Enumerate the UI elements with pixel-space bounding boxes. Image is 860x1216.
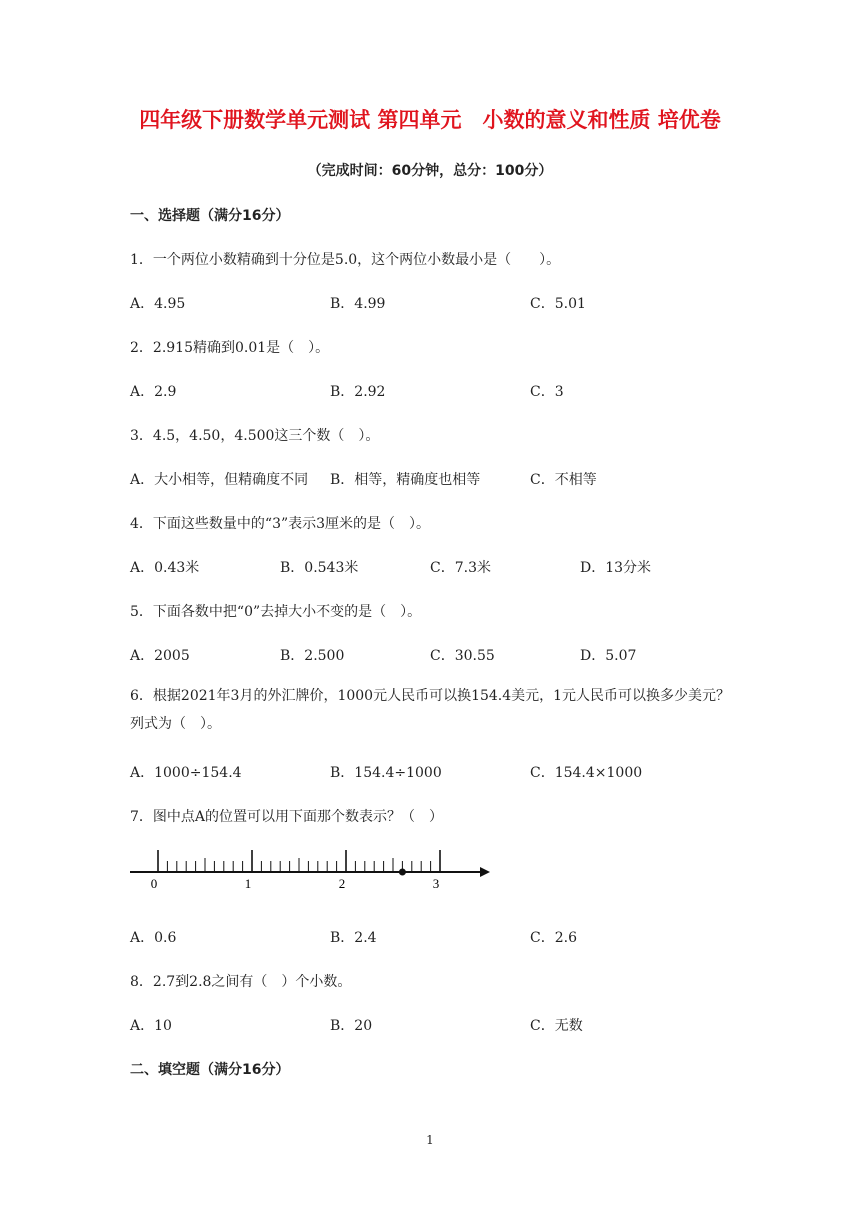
- q3-option-c: C．不相等: [530, 472, 597, 488]
- q5-option-b: B．2.500: [280, 648, 345, 664]
- question-8: 8．2.7到2.8之间有（ ）个小数。: [130, 974, 352, 990]
- q4-option-c: C．7.3米: [430, 560, 491, 576]
- q7-option-a: A．0.6: [130, 930, 177, 946]
- q6-option-b: B．154.4÷1000: [330, 765, 442, 781]
- q1-option-c: C．5.01: [530, 296, 586, 312]
- q5-option-a: A．2005: [130, 648, 190, 664]
- q8-option-b: B．20: [330, 1018, 373, 1034]
- q6-option-a: A．1000÷154.4: [130, 765, 242, 781]
- number-line-label-0: 0: [150, 876, 158, 891]
- q7-option-c: C．2.6: [530, 930, 577, 946]
- q5-option-d: D．5.07: [580, 648, 637, 664]
- question-2: 2．2.915精确到0.01是（ ）。: [130, 340, 330, 356]
- q6-option-c: C．154.4×1000: [530, 765, 643, 781]
- q2-option-a: A．2.9: [130, 384, 177, 400]
- number-line-label-2: 2: [338, 876, 346, 891]
- q4-option-a: A．0.43米: [130, 560, 200, 576]
- q3-option-b: B．相等，精确度也相等: [330, 472, 481, 488]
- arrow-head-icon: [480, 867, 490, 877]
- section-heading-fill: 二、填空题（满分16分）: [130, 1062, 290, 1078]
- q4-option-d: D．13分米: [580, 560, 652, 576]
- number-line-ticks: [158, 850, 440, 872]
- page-number: 1: [426, 1133, 434, 1147]
- q2-option-b: B．2.92: [330, 384, 386, 400]
- number-line-label-1: 1: [244, 876, 252, 891]
- number-line-point-a: [399, 869, 406, 876]
- document-title: 四年级下册数学单元测试 第四单元 小数的意义和性质 培优卷: [139, 108, 721, 132]
- number-line-label-3: 3: [432, 876, 440, 891]
- q3-option-a: A．大小相等，但精确度不同: [130, 472, 309, 488]
- q4-option-b: B．0.543米: [280, 560, 359, 576]
- question-3: 3．4.5，4.50，4.500这三个数（ ）。: [130, 428, 380, 444]
- q5-option-c: C．30.55: [430, 648, 495, 664]
- question-1: 1．一个两位小数精确到十分位是5.0，这个两位小数最小是（ ）。: [130, 252, 561, 268]
- question-4: 4．下面这些数量中的“3”表示3厘米的是（ ）。: [130, 516, 431, 532]
- q2-option-c: C．3: [530, 384, 564, 400]
- question-7: 7．图中点A的位置可以用下面那个数表示？（ ）: [130, 809, 444, 825]
- section-heading-choice: 一、选择题（满分16分）: [130, 208, 290, 224]
- q8-option-a: A．10: [130, 1018, 172, 1034]
- q1-option-a: A．4.95: [130, 296, 186, 312]
- document-subtitle: （完成时间：60分钟，总分：100分）: [307, 163, 553, 179]
- question-5: 5．下面各数中把“0”去掉大小不变的是（ ）。: [130, 604, 422, 620]
- number-line-figure: [128, 842, 493, 892]
- question-6: 6．根据2021年3月的外汇牌价，1000元人民币可以换154.4美元，1元人民币可以换多少美元？列式为（ ）。: [130, 688, 731, 732]
- q7-option-b: B．2.4: [330, 930, 377, 946]
- q8-option-c: C．无数: [530, 1018, 583, 1034]
- q1-option-b: B．4.99: [330, 296, 386, 312]
